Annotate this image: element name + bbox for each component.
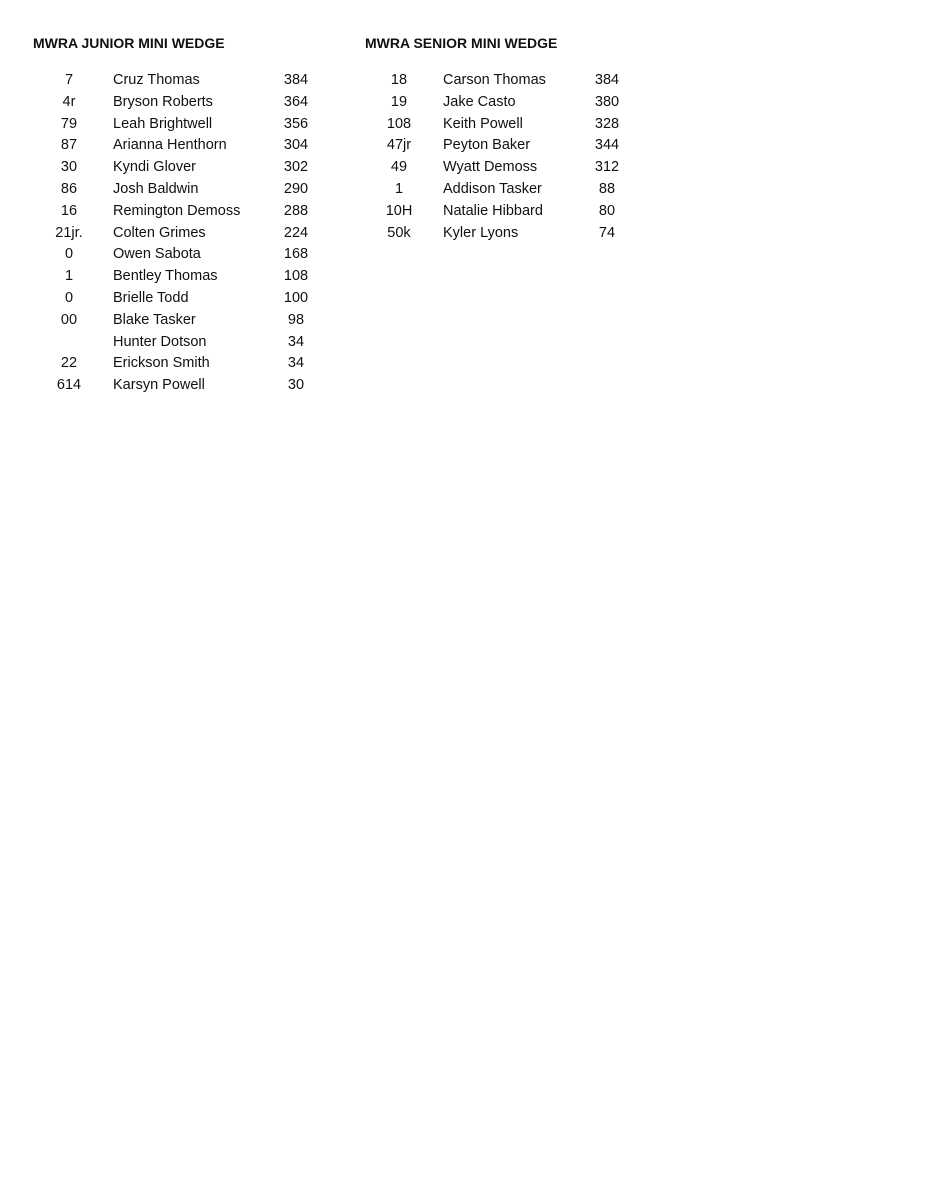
table-row [33,92,309,114]
table-row [33,114,309,136]
driver-name: Hunter Dotson [113,333,207,350]
table-row [365,70,620,92]
table-row [33,179,309,201]
driver-name: Erickson Smith [113,355,210,372]
table-row [33,266,309,288]
table-row [33,223,309,245]
car-number: 1 [394,180,404,197]
points-value: 80 [598,202,616,219]
car-number: 00 [60,311,78,328]
driver-name: Brielle Todd [113,289,189,306]
points-value: 100 [283,289,309,306]
car-number: 16 [60,202,78,219]
points-value: 302 [283,159,309,176]
car-number: 18 [390,72,408,88]
table-row [365,135,620,157]
table-row [33,332,305,354]
driver-name: Remington Demoss [113,202,241,219]
driver-name: Karsyn Powell [113,377,205,394]
junior-rows [33,70,309,397]
car-number: 47jr [386,137,412,154]
car-number: 0 [64,246,74,263]
driver-name: Jake Casto [443,93,516,110]
table-row [33,288,309,310]
points-value: 30 [287,377,305,394]
table-row [33,244,309,266]
car-number: 79 [60,115,78,132]
driver-name: Owen Sabota [113,246,201,263]
points-value: 312 [594,159,620,176]
senior-rows [365,70,620,244]
points-value: 74 [598,224,616,241]
points-value: 34 [287,333,305,350]
driver-name: Blake Tasker [113,311,196,328]
table-row [33,201,309,223]
table-row [33,70,309,92]
driver-name: Carson Thomas [443,72,546,88]
car-number: 19 [390,93,408,110]
table-row [365,92,620,114]
car-number: 0 [64,289,74,306]
driver-name: Wyatt Demoss [443,159,538,176]
driver-name: Cruz Thomas [113,72,200,88]
car-number: 21jr. [55,224,83,241]
junior-standings [33,34,309,397]
car-number: 50k [387,224,411,241]
car-number: 7 [64,72,74,88]
car-number: 87 [60,137,78,154]
points-value: 224 [283,224,309,241]
car-number: 10H [385,202,413,219]
table-row [33,157,309,179]
table-row [365,157,620,179]
driver-name: Kyndi Glover [113,159,197,176]
driver-name: Bryson Roberts [113,93,213,110]
car-number: 49 [390,159,408,176]
points-value: 356 [283,115,309,132]
car-number: 86 [60,180,78,197]
points-value: 98 [287,311,305,328]
table-row [365,223,616,245]
points-value: 290 [283,180,309,197]
driver-name: Arianna Henthorn [113,137,227,154]
points-value: 88 [598,180,616,197]
points-value: 304 [283,137,309,154]
points-value: 380 [594,93,620,110]
car-number: 614 [56,377,82,394]
driver-name: Josh Baldwin [113,180,199,197]
points-value: 364 [283,93,309,110]
senior-standings [365,34,620,244]
points-value: 328 [594,115,620,132]
table-row [33,310,305,332]
points-value: 384 [594,72,620,88]
car-number: 4r [62,93,76,110]
points-value: 34 [287,355,305,372]
table-row [365,179,616,201]
points-value: 168 [283,246,309,263]
table-row [33,135,309,157]
table-row [33,353,305,375]
points-value: 384 [283,72,309,88]
junior-title: MWRA JUNIOR MINI WEDGE [33,35,225,51]
car-number: 30 [60,159,78,176]
driver-name: Addison Tasker [443,180,542,197]
senior-title: MWRA SENIOR MINI WEDGE [365,35,558,51]
driver-name: Bentley Thomas [113,268,218,285]
points-value: 288 [283,202,309,219]
car-number: 1 [64,268,74,285]
driver-name: Peyton Baker [443,137,531,154]
car-number: 108 [386,115,412,132]
points-value: 344 [594,137,620,154]
driver-name: Leah Brightwell [113,115,213,132]
driver-name: Keith Powell [443,115,523,132]
driver-name: Colten Grimes [113,224,206,241]
points-value: 108 [283,268,309,285]
driver-name: Natalie Hibbard [443,202,543,219]
table-row [33,375,305,397]
table-row [365,201,616,223]
car-number: 22 [60,355,78,372]
table-row [365,114,620,136]
driver-name: Kyler Lyons [443,224,519,241]
